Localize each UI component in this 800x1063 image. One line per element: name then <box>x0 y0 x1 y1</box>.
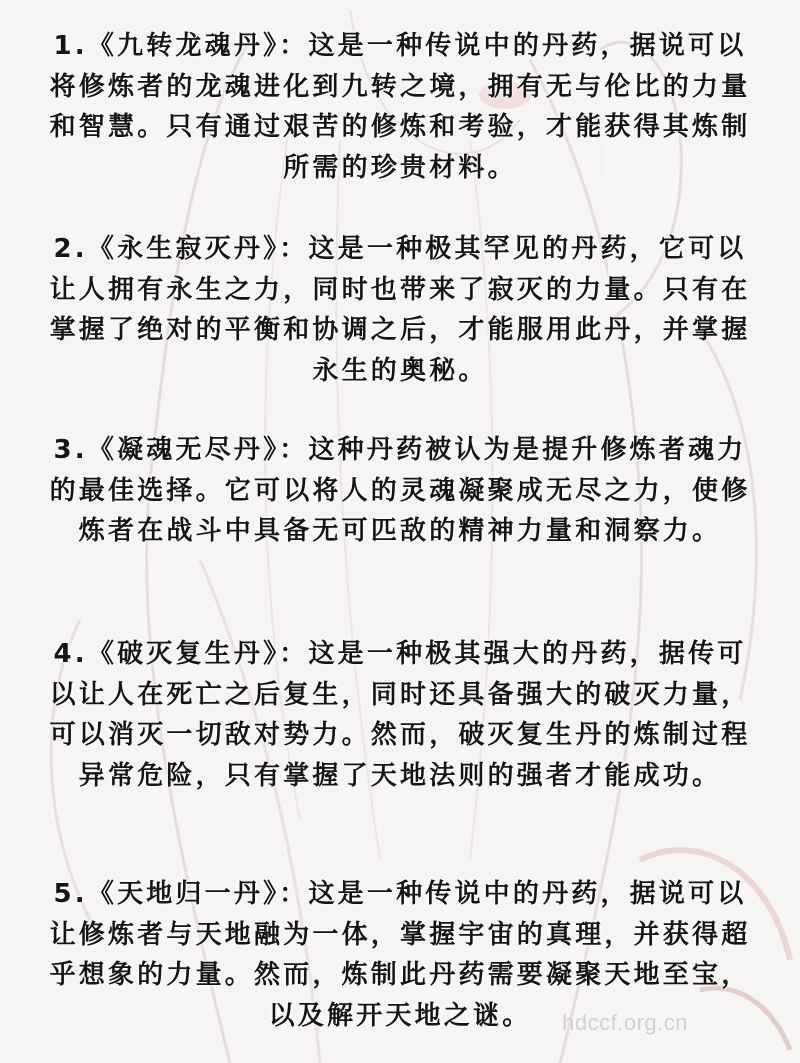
site-watermark: hdccf.org.cn <box>562 1010 688 1035</box>
paragraph-1: 1.《九转龙魂丹》：这是一种传说中的丹药，据说可以将修炼者的龙魂进化到九转之境，拥有无与伦比的力量和智慧。只有通过艰苦的修炼和考验，才能获得其炼制所需的珍贵材料。 <box>49 31 751 183</box>
paragraph-4: 4.《破灭复生丹》：这是一种极其强大的丹药，据传可以让人在死亡之后复生，同时还具备强大的破灭力量，可以消灭一切敌对势力。然而，破灭复生丹的炼制过程异常危险，只有掌握了天地法则的强者才能成功。 <box>49 639 751 791</box>
paragraph-3: 3.《凝魂无尽丹》：这种丹药被认为是提升修炼者魂力的最佳选择。它可以将人的灵魂凝聚成无尽之力，使修炼者在战斗中具备无可匹敌的精神力量和洞察力。 <box>49 435 751 546</box>
paragraph-5: 5.《天地归一丹》：这是一种传说中的丹药，据说可以让修炼者与天地融为一体，掌握宇宙的真理，并获得超乎想象的力量。然而，炼制此丹药需要凝聚天地至宝，以及解开天地之谜。 <box>49 879 751 1031</box>
paragraph-2: 2.《永生寂灭丹》：这是一种极其罕见的丹药，它可以让人拥有永生之力，同时也带来了寂灭的力量。只有在掌握了绝对的平衡和协调之后，才能服用此丹，并掌握永生的奥秘。 <box>49 234 751 386</box>
